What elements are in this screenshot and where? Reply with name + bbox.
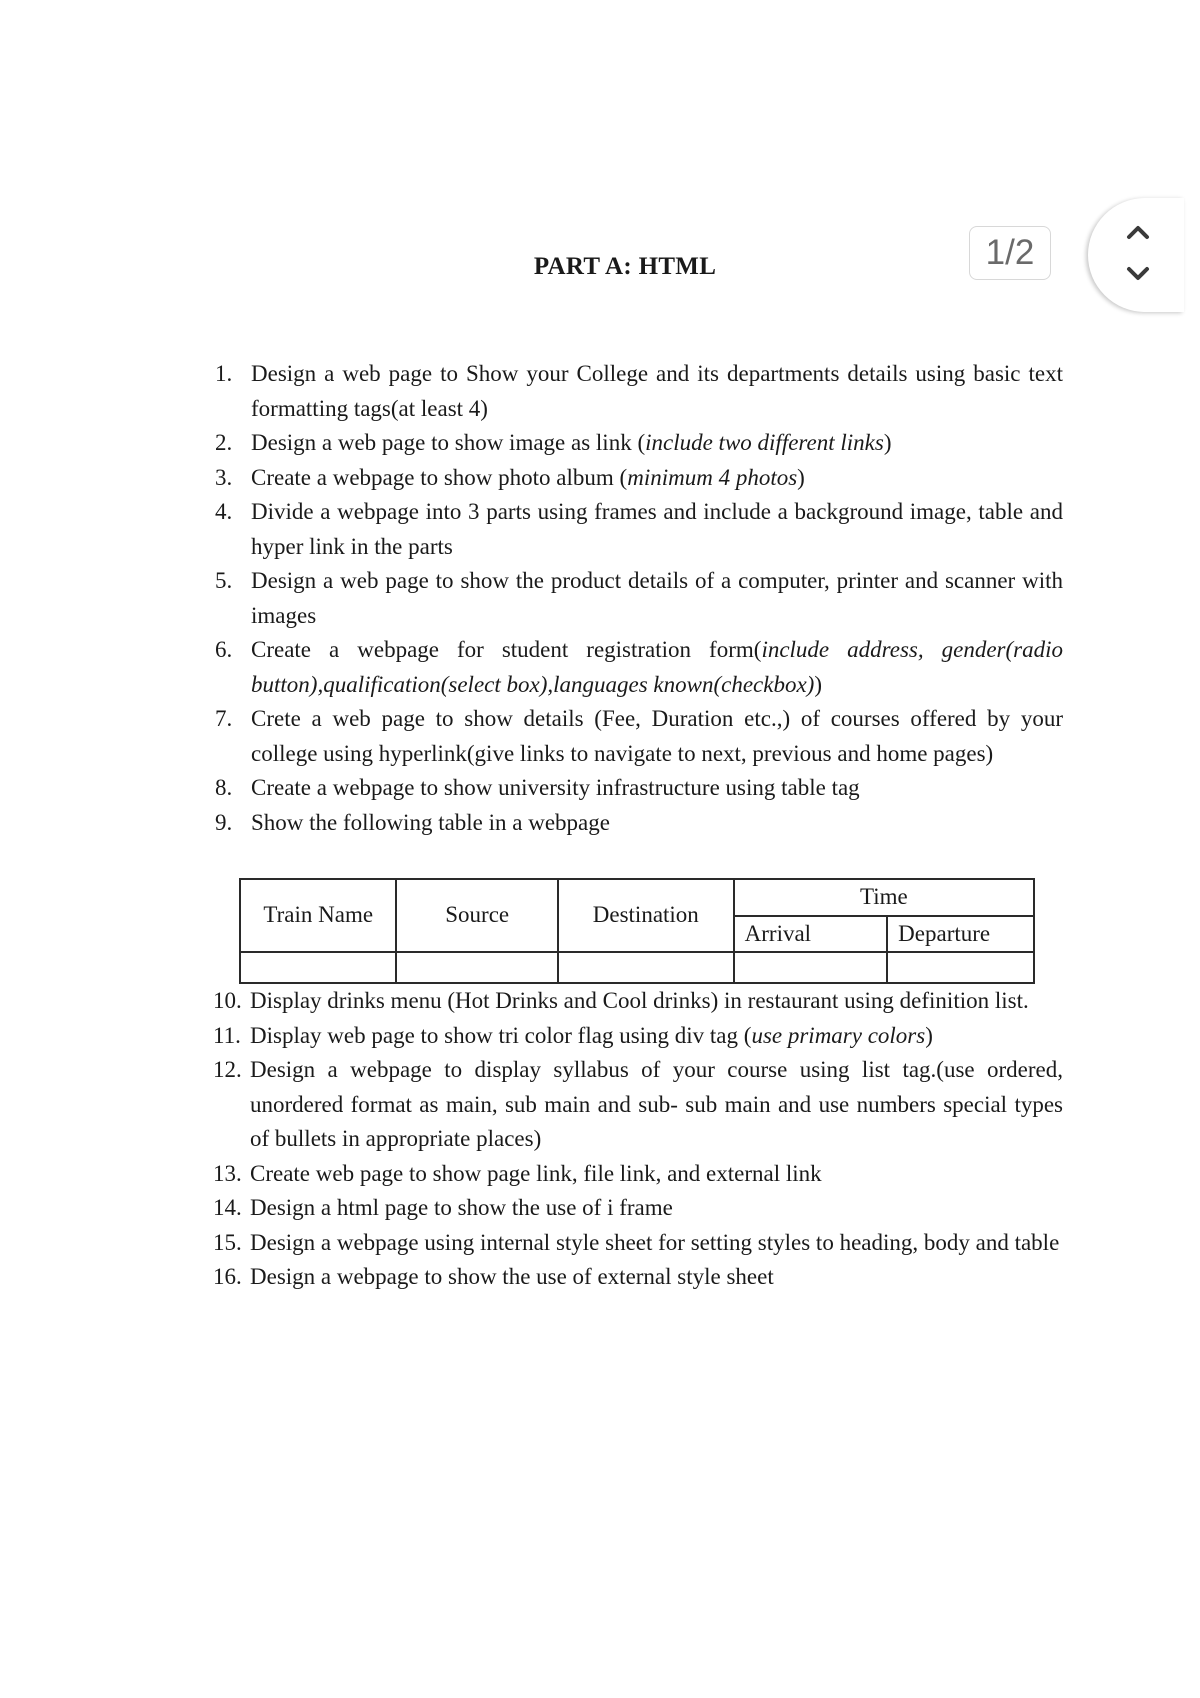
item-number: 10. (213, 988, 242, 1013)
item-number: 16. (213, 1264, 242, 1289)
item-text: Show the following table in a webpage (251, 809, 610, 835)
table-cell (396, 952, 557, 983)
table-subheader-departure: Departure (887, 916, 1034, 953)
table-subheader-arrival: Arrival (734, 916, 888, 953)
table-row (240, 952, 1034, 983)
list-item (215, 495, 1063, 564)
table-cell (734, 952, 888, 983)
list-item (215, 633, 1063, 702)
item-text: Create a webpage for student registration form( (251, 637, 762, 662)
list-item (215, 771, 1063, 806)
item-text: Design a webpage to display syllabus of your course using list tag.(use ordered, unordered format as main, sub main and sub- sub main and use numbers special types of bullets in appropriate places) (250, 1057, 1063, 1151)
list-item (215, 1053, 1063, 1157)
table-cell (887, 952, 1034, 983)
list-item (215, 984, 1063, 1019)
list-item (215, 806, 1063, 841)
item-text: Design a webpage to show the use of external style sheet (250, 1264, 774, 1289)
item-number: 1. (215, 361, 233, 386)
list-item (215, 461, 1063, 496)
item-number: 15. (213, 1229, 242, 1255)
item-number: 12. (213, 1057, 242, 1082)
list-item (215, 1019, 1063, 1054)
item-text-tail: ) (814, 671, 823, 697)
train-table-wrapper (239, 878, 1063, 984)
train-table (239, 878, 1035, 984)
exercise-list-b (215, 984, 1063, 1295)
item-text-tail: ) (797, 464, 805, 490)
item-number: 8. (215, 775, 233, 800)
item-emphasis: include address, gender(radio button),qualification(select box),languages known(checkbox) (251, 637, 1063, 697)
table-cell (558, 952, 734, 983)
list-item (215, 357, 1063, 426)
list-item (215, 1157, 1063, 1192)
item-number: 11. (213, 1022, 241, 1048)
list-item (215, 1226, 1063, 1261)
item-emphasis: use primary colors (751, 1022, 926, 1048)
item-number: 7. (215, 706, 233, 731)
table-header-time: Time (734, 879, 1034, 916)
item-number: 14. (213, 1195, 242, 1220)
item-text-tail: ) (883, 430, 892, 455)
table-cell (240, 952, 396, 983)
item-number: 3. (215, 464, 233, 490)
item-number: 2. (215, 430, 233, 455)
item-text: Design a html page to show the use of i frame (250, 1195, 673, 1220)
list-item (215, 702, 1063, 771)
item-number: 4. (215, 499, 233, 524)
item-text: Display web page to show tri color flag using div tag ( (250, 1022, 752, 1048)
table-header-train-name: Train Name (240, 879, 396, 952)
item-number: 5. (215, 568, 233, 593)
item-text: Display drinks menu (Hot Drinks and Cool drinks) in restaurant using definition list. (250, 988, 1029, 1013)
table-header-source: Source (396, 879, 557, 952)
item-text: Create web page to show page link, file link, and external link (250, 1160, 822, 1186)
item-text: Design a web page to Show your College and its departments details using basic text formatting tags(at least 4) (251, 361, 1063, 421)
list-item (215, 1191, 1063, 1226)
item-text: Create a webpage to show photo album ( (251, 464, 628, 490)
page-indicator: 1/2 (969, 226, 1051, 280)
item-text: Crete a web page to show details (Fee, Duration etc.,) of courses offered by your college using hyperlink(give links to navigate to next, previous and home pages) (251, 706, 1063, 766)
exercise-list-a (215, 357, 1063, 840)
item-text: Create a webpage to show university infrastructure using table tag (251, 775, 860, 800)
page-title: PART A: HTML (533, 253, 717, 280)
item-emphasis: include two different links (645, 430, 884, 455)
item-number: 9. (215, 809, 233, 835)
item-text: Design a webpage using internal style sheet for setting styles to heading, body and table (250, 1229, 1060, 1255)
item-number: 6. (215, 637, 233, 662)
list-item (215, 426, 1063, 461)
list-item (215, 1260, 1063, 1295)
item-text-tail: ) (925, 1022, 933, 1048)
item-number: 13. (213, 1160, 242, 1186)
table-header-destination: Destination (558, 879, 734, 952)
item-emphasis: minimum 4 photos (627, 464, 798, 490)
document-body (215, 357, 1063, 1295)
item-text: Design a web page to show the product details of a computer, printer and scanner with images (251, 568, 1063, 628)
item-text: Design a web page to show image as link ( (251, 430, 646, 455)
chevron-up-icon[interactable] (1118, 212, 1158, 252)
list-item (215, 564, 1063, 633)
item-text: Divide a webpage into 3 parts using frames and include a background image, table and hyper link in the parts (251, 499, 1063, 559)
